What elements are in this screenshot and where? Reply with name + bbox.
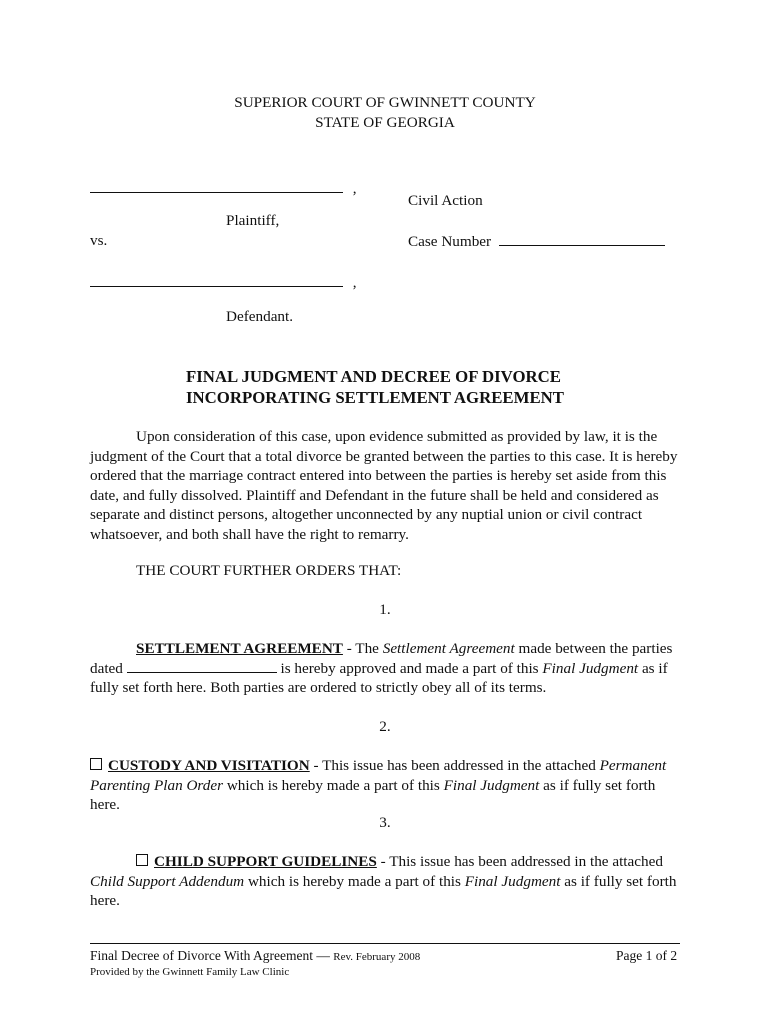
defendant-name-row [90, 272, 357, 292]
section-3-paragraph: CHILD SUPPORT GUIDELINES - This issue has been addressed in the attached Child Support Addendum which is hereby made a part of this Final Judgment as if fully set forth here. [90, 853, 677, 909]
court-name: SUPERIOR COURT OF GWINNETT COUNTY [234, 94, 536, 111]
plaintiff-name-row [90, 178, 357, 198]
further-orders-heading: THE COURT FURTHER ORDERS THAT: [136, 562, 402, 579]
section-1-number: 1. [379, 601, 391, 618]
section-2-number: 2. [379, 718, 391, 735]
section-3-number: 3. [379, 814, 391, 831]
civil-action-label: Civil Action [408, 192, 483, 209]
plaintiff-name-field[interactable] [90, 178, 343, 193]
child-support-checkbox[interactable] [136, 854, 148, 866]
footer-doc-title: Final Decree of Divorce With Agreement — Rev. February 2008 [90, 948, 421, 963]
defendant-name-field[interactable] [90, 272, 343, 287]
case-number-label: Case Number [408, 233, 492, 250]
intro-text: Upon consideration of this case, upon evidence submitted as provided by law, it is the judgment of the Court that a total divorce be granted between the parties to this case. It is hereby ordered that the marriage contract entered into between the parties is hereby set aside from this date, and fully dissolved. Plaintiff and Defendant in the future shall be held and considered as separate and distinct persons, altogether unconnected by any nuptial union or civil contract whatsoever, and both shall have the right to remarry. [90, 428, 678, 543]
state-name: STATE OF GEORGIA [315, 114, 455, 131]
vs-label: vs. [90, 232, 108, 249]
document-title-line2: INCORPORATING SETTLEMENT AGREEMENT [186, 388, 564, 407]
footer-rule [90, 943, 680, 944]
comma: , [352, 274, 357, 291]
section-1-paragraph: SETTLEMENT AGREEMENT - The Settlement Agreement made between the parties dated is hereby approved and made a part of this Final Judgment as if fully set forth here. Both parties are ordered to strictly obey all of its terms. [90, 640, 673, 696]
page-number: Page 1 of 2 [616, 948, 678, 963]
comma: , [352, 180, 357, 197]
case-number-row [408, 231, 665, 251]
document-title-line1: FINAL JUDGMENT AND DECREE OF DIVORCE [186, 367, 561, 386]
footer-provided-by: Provided by the Gwinnett Family Law Clinic [90, 966, 290, 978]
defendant-label: Defendant. [226, 308, 294, 325]
case-number-field[interactable] [499, 231, 665, 246]
section-2-paragraph: CUSTODY AND VISITATION - This issue has been addressed in the attached Permanent Parenting Plan Order which is hereby made a part of this Final Judgment as if fully set forth here. [90, 757, 667, 813]
intro-paragraph [90, 427, 688, 544]
section-3-heading: CHILD SUPPORT GUIDELINES [154, 853, 377, 870]
section-2-heading: CUSTODY AND VISITATION [108, 757, 310, 774]
settlement-date-field[interactable] [127, 660, 277, 673]
custody-checkbox[interactable] [90, 758, 102, 770]
plaintiff-label: Plaintiff, [226, 212, 280, 229]
section-1-heading: SETTLEMENT AGREEMENT [136, 640, 343, 657]
